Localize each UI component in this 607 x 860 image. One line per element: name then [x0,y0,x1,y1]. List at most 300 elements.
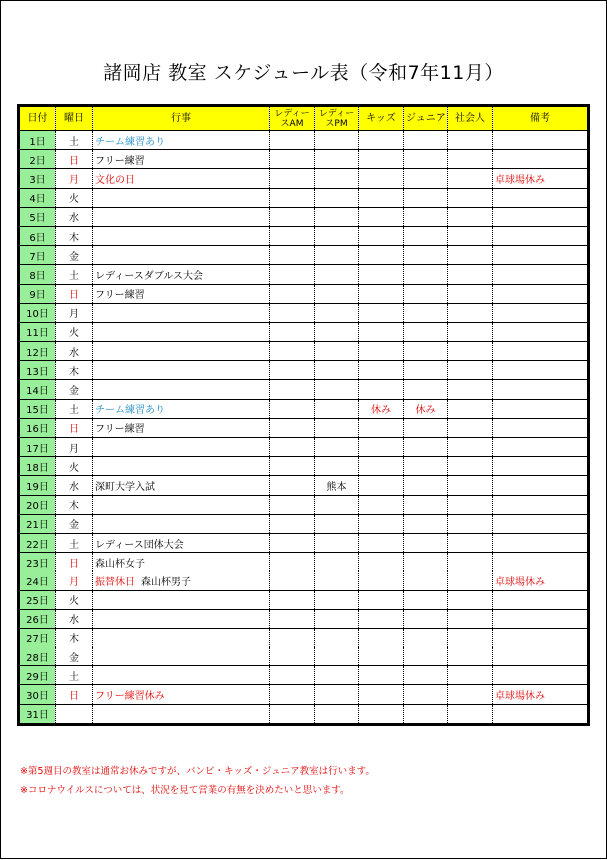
event-cell [93,609,270,628]
weekday-cell: 日 [56,553,93,572]
table-row [19,284,589,303]
kids-cell [359,131,404,150]
event-text: チーム練習あり [95,136,165,148]
table-row [19,438,589,457]
event-cell [93,666,270,685]
weekday-cell: 日 [56,150,93,169]
table-row [19,457,589,476]
event-text: 文化の日 [95,174,135,186]
event-cell [93,303,270,322]
ladies-pm-cell [315,647,359,666]
event-cell [93,438,270,457]
remarks-cell [493,457,589,476]
remarks-cell [493,704,589,724]
kids-cell [359,169,404,188]
ladies-am-cell [270,303,315,322]
remarks-cell [493,666,589,685]
header-row [19,106,589,131]
junior-cell [404,666,448,685]
kids-cell [359,380,404,399]
ladies-pm-cell [315,380,359,399]
remarks-cell [493,284,589,303]
weekday-cell: 日 [56,685,93,704]
remarks-cell [493,188,589,207]
junior-cell [404,495,448,514]
table-row [19,514,589,533]
ladies-pm-cell [315,131,359,150]
event-cell [93,628,270,647]
date-cell: 23日 [19,553,56,572]
ladies-pm-cell [315,666,359,685]
ladies-am-cell [270,457,315,476]
adult-cell [448,666,493,685]
remarks-cell [493,495,589,514]
ladies-pm-cell [315,207,359,226]
kids-cell [359,704,404,724]
remarks-cell [493,628,589,647]
ladies-am-cell [270,246,315,265]
junior-cell [404,609,448,628]
weekday-cell: 土 [56,533,93,552]
date-cell: 4日 [19,188,56,207]
adult-cell [448,322,493,341]
junior-cell [404,303,448,322]
ladies-am-cell [270,704,315,724]
date-cell: 27日 [19,628,56,647]
junior-cell [404,361,448,380]
event-cell [93,553,270,572]
remarks-cell [493,226,589,245]
table-row [19,553,589,572]
adult-cell [448,188,493,207]
date-cell: 30日 [19,685,56,704]
junior-cell [404,265,448,284]
page-title: 諸岡店 教室 スケジュール表（令和7年11月） [103,62,504,84]
ladies-am-cell [270,418,315,437]
junior-cell [404,322,448,341]
event-cell [93,704,270,724]
weekday-cell: 木 [56,226,93,245]
weekday-cell: 火 [56,457,93,476]
date-cell: 29日 [19,666,56,685]
ladies-pm-cell [315,322,359,341]
remarks-cell [493,342,589,361]
table-row [19,207,589,226]
table-row [19,188,589,207]
table-row [19,571,589,590]
table-row [19,495,589,514]
date-cell: 5日 [19,207,56,226]
adult-cell [448,361,493,380]
weekday-cell: 土 [56,265,93,284]
ladies-am-cell [270,322,315,341]
weekday-cell: 火 [56,590,93,609]
adult-cell [448,399,493,418]
junior-cell [404,476,448,495]
adult-cell [448,418,493,437]
date-cell: 21日 [19,514,56,533]
date-cell: 16日 [19,418,56,437]
ladies-am-cell [270,284,315,303]
weekday-cell: 日 [56,418,93,437]
weekday-cell: 木 [56,495,93,514]
event-cell [93,590,270,609]
event-cell [93,265,270,284]
weekday-cell [56,704,93,724]
header-event: 行事 [93,106,270,131]
ladies-am-cell [270,169,315,188]
ladies-am-cell [270,647,315,666]
event-text: レディース団体大会 [95,539,184,551]
weekday-cell: 土 [56,399,93,418]
remarks-cell [493,361,589,380]
table-row [19,628,589,647]
date-cell: 25日 [19,590,56,609]
header-junior: ジュニア [404,106,448,131]
junior-cell [404,628,448,647]
event-cell [93,284,270,303]
event-text: 振替休日 [95,576,135,588]
header-kids: キッズ [359,106,404,131]
event-cell [93,361,270,380]
ladies-am-cell [270,399,315,418]
weekday-cell: 木 [56,361,93,380]
adult-cell [448,495,493,514]
event-text: 森山杯男子 [141,576,191,588]
ladies-pm-cell [315,169,359,188]
event-text: フリー練習 [95,424,145,436]
adult-cell [448,628,493,647]
event-text: フリー練習 [95,155,145,167]
date-cell: 12日 [19,342,56,361]
weekday-cell: 木 [56,628,93,647]
kids-cell [359,150,404,169]
ladies-am-cell [270,380,315,399]
date-cell: 18日 [19,457,56,476]
table-row [19,131,589,150]
weekday-cell: 金 [56,246,93,265]
adult-cell [448,514,493,533]
ladies-pm-cell [315,265,359,284]
table-row [19,685,589,704]
kids-cell [359,418,404,437]
ladies-am-cell [270,150,315,169]
ladies-am-cell [270,207,315,226]
kids-cell [359,571,404,590]
kids-cell [359,188,404,207]
adult-cell [448,533,493,552]
adult-cell [448,150,493,169]
weekday-cell: 月 [56,303,93,322]
table-row [19,265,589,284]
adult-cell [448,342,493,361]
ladies-pm-cell [315,553,359,572]
adult-cell [448,131,493,150]
ladies-pm-cell [315,533,359,552]
table-row [19,533,589,552]
weekday-cell: 水 [56,207,93,226]
junior-cell [404,188,448,207]
weekday-cell: 水 [56,609,93,628]
header-ladies-pm: レディースPM [315,106,359,131]
ladies-pm-cell [315,571,359,590]
ladies-pm-cell [315,399,359,418]
kids-cell [359,207,404,226]
event-text: 森山杯女子 [95,558,145,570]
junior-cell [404,150,448,169]
table-row [19,361,589,380]
weekday-cell: 月 [56,169,93,188]
kids-cell [359,609,404,628]
event-cell [93,533,270,552]
kids-cell [359,514,404,533]
date-cell: 6日 [19,226,56,245]
schedule-table [17,104,590,726]
table-row [19,647,589,666]
event-cell [93,150,270,169]
kids-cell [359,476,404,495]
remarks-cell [493,207,589,226]
remarks-cell [493,533,589,552]
ladies-am-cell [270,342,315,361]
table-row [19,666,589,685]
ladies-pm-cell: 熊本 [315,476,359,495]
adult-cell [448,284,493,303]
adult-cell [448,590,493,609]
ladies-am-cell [270,265,315,284]
junior-cell [404,704,448,724]
date-cell: 14日 [19,380,56,399]
weekday-cell: 火 [56,322,93,341]
event-cell [93,207,270,226]
event-cell [93,571,270,590]
kids-cell [359,628,404,647]
date-cell: 10日 [19,303,56,322]
remarks-cell: 卓球場休み [493,571,589,590]
remarks-cell [493,246,589,265]
table-row [19,322,589,341]
note-corona: ※コロナウイルスについては、状況を見て営業の有無を決めたいと思います。 [20,785,350,796]
ladies-am-cell [270,438,315,457]
adult-cell [448,553,493,572]
kids-cell [359,265,404,284]
table-row [19,169,589,188]
table-row [19,399,589,418]
event-text: フリー練習 [95,290,145,302]
table-row [19,342,589,361]
kids-cell [359,495,404,514]
remarks-cell [493,265,589,284]
weekday-cell: 金 [56,380,93,399]
date-cell: 24日 [19,571,56,590]
adult-cell [448,438,493,457]
event-text: チーム練習あり [95,405,165,417]
date-cell: 3日 [19,169,56,188]
junior-cell [404,438,448,457]
ladies-am-cell [270,514,315,533]
kids-cell [359,284,404,303]
adult-cell [448,571,493,590]
table-row [19,590,589,609]
junior-cell [404,647,448,666]
event-cell [93,322,270,341]
junior-cell [404,571,448,590]
adult-cell [448,457,493,476]
table-row [19,704,589,724]
date-cell: 8日 [19,265,56,284]
event-cell [93,188,270,207]
kids-cell [359,322,404,341]
ladies-pm-cell [315,628,359,647]
junior-cell [404,514,448,533]
remarks-cell [493,380,589,399]
adult-cell [448,226,493,245]
adult-cell [448,169,493,188]
remarks-cell [493,476,589,495]
weekday-cell: 月 [56,571,93,590]
note-fifth-week: ※第5週目の教室は通常お休みですが、バンビ・キッズ・ジュニア教室は行います。 [20,766,375,777]
date-cell: 1日 [19,131,56,150]
junior-cell [404,131,448,150]
remarks-cell [493,609,589,628]
ladies-am-cell [270,628,315,647]
event-cell [93,457,270,476]
adult-cell [448,265,493,284]
event-cell [93,169,270,188]
junior-cell: 休み [404,399,448,418]
date-cell: 22日 [19,533,56,552]
ladies-am-cell [270,666,315,685]
junior-cell [404,246,448,265]
kids-cell: 休み [359,399,404,418]
adult-cell [448,476,493,495]
table-row [19,303,589,322]
weekday-cell: 日 [56,284,93,303]
ladies-pm-cell [315,704,359,724]
kids-cell [359,590,404,609]
weekday-cell: 金 [56,647,93,666]
remarks-cell: 卓球場休み [493,169,589,188]
kids-cell [359,647,404,666]
ladies-pm-cell [315,495,359,514]
table-row [19,418,589,437]
adult-cell [448,380,493,399]
ladies-pm-cell [315,514,359,533]
kids-cell [359,361,404,380]
weekday-cell: 火 [56,188,93,207]
date-cell: 2日 [19,150,56,169]
junior-cell [404,418,448,437]
date-cell: 28日 [19,647,56,666]
junior-cell [404,226,448,245]
ladies-am-cell [270,131,315,150]
remarks-cell [493,590,589,609]
ladies-am-cell [270,685,315,704]
table-row [19,246,589,265]
ladies-am-cell [270,553,315,572]
ladies-am-cell [270,590,315,609]
weekday-cell: 水 [56,342,93,361]
junior-cell [404,533,448,552]
event-cell [93,246,270,265]
weekday-cell: 土 [56,666,93,685]
header-adult: 社会人 [448,106,493,131]
remarks-cell [493,303,589,322]
kids-cell [359,666,404,685]
ladies-am-cell [270,533,315,552]
ladies-pm-cell [315,284,359,303]
event-text: フリー練習休み [95,691,165,703]
date-cell: 20日 [19,495,56,514]
adult-cell [448,609,493,628]
ladies-pm-cell [315,609,359,628]
event-cell [93,495,270,514]
ladies-pm-cell [315,361,359,380]
ladies-pm-cell [315,685,359,704]
adult-cell [448,647,493,666]
event-cell [93,418,270,437]
adult-cell [448,303,493,322]
ladies-pm-cell [315,226,359,245]
ladies-pm-cell [315,303,359,322]
junior-cell [404,207,448,226]
event-cell [93,399,270,418]
date-cell: 19日 [19,476,56,495]
junior-cell [404,342,448,361]
adult-cell [448,685,493,704]
weekday-cell: 月 [56,438,93,457]
remarks-cell: 卓球場休み [493,685,589,704]
event-cell [93,476,270,495]
ladies-am-cell [270,226,315,245]
ladies-pm-cell [315,342,359,361]
kids-cell [359,342,404,361]
date-cell: 15日 [19,399,56,418]
event-cell [93,514,270,533]
remarks-cell [493,438,589,457]
date-cell: 31日 [19,704,56,724]
remarks-cell [493,322,589,341]
junior-cell [404,553,448,572]
kids-cell [359,533,404,552]
junior-cell [404,457,448,476]
ladies-pm-cell [315,188,359,207]
kids-cell [359,303,404,322]
kids-cell [359,438,404,457]
table-row [19,380,589,399]
junior-cell [404,284,448,303]
ladies-am-cell [270,361,315,380]
table-row [19,476,589,495]
remarks-cell [493,131,589,150]
ladies-am-cell [270,476,315,495]
ladies-pm-cell [315,150,359,169]
remarks-cell [493,418,589,437]
remarks-cell [493,150,589,169]
event-cell [93,226,270,245]
remarks-cell [493,514,589,533]
junior-cell [404,380,448,399]
event-text: レディースダブルス大会 [95,270,203,282]
junior-cell [404,685,448,704]
date-cell: 9日 [19,284,56,303]
kids-cell [359,246,404,265]
weekday-cell: 土 [56,131,93,150]
table-row [19,609,589,628]
junior-cell [404,590,448,609]
header-ladies-am: レディースAM [270,106,315,131]
table-row [19,226,589,245]
